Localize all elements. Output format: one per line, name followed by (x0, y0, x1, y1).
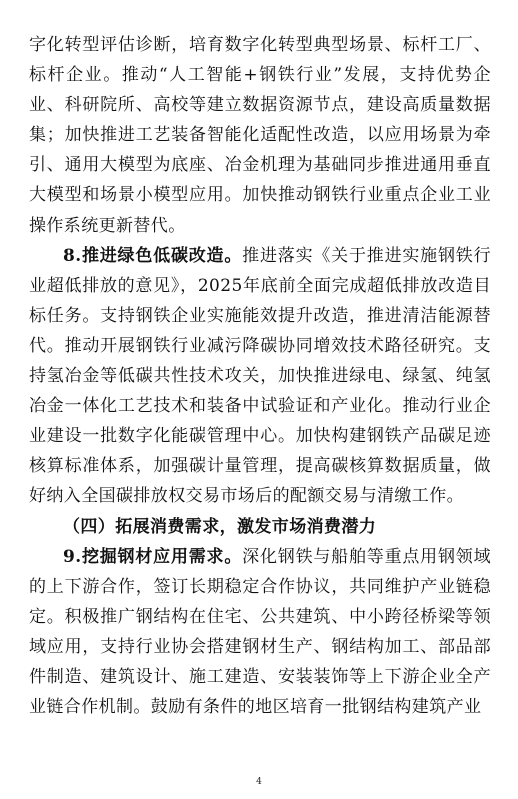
item-8-body: 推进落实《关于推进实施钢铁行业超低排放的意见》，2025年底前全面完成超低排放改造目标任务。支持钢铁企业实施能效提升改造，推进清洁能源替代。推动开展钢铁行业减污降碳协同增效技术路径研究。支持氢冶金等低碳共性技术攻关，加快推进绿电、绿氢、纯氢冶金一体化工艺技术和装备中试验证和产业化。推动行业企业建设一批数字化能碳管理中心。加快构建钢铁产品碳足迹核算标准体系，加强碳计量管理，提高碳核算数据质量，做好纳入全国碳排放权交易市场后的配额交易与清缴工作。 (29, 245, 491, 507)
item-8-title: 8.推进绿色低碳改造。 (63, 245, 243, 266)
item-9-body: 深化钢铁与船舶等重点用钢领域的上下游合作，签订长期稳定合作协议，共同维护产业链稳定。积极推广钢结构在住宅、公共建筑、中小跨径桥梁等领域应用，支持行业协会搭建钢材生产、钢结构加工、部品部件制造、建筑设计、施工建造、安装装饰等上下游企业全产业链合作机制。鼓励有条件的地区培育一批钢结构建筑产业 (29, 546, 491, 718)
document-body (29, 30, 491, 722)
paragraph-green-low-carbon (29, 241, 491, 512)
page-number: 4 (256, 777, 262, 787)
paragraph-steel-demand (29, 542, 491, 723)
item-9-title: 9.挖掘钢材应用需求。 (63, 546, 243, 567)
section-heading-4: （四）拓展消费需求，激发市场消费潜力 (63, 516, 377, 537)
paragraph-digital-transformation: 字化转型评估诊断，培育数字化转型典型场景、标杆工厂、标杆企业。推动“人工智能+钢铁行业”发展，支持优势企业、科研院所、高校等建立数据资源节点，建设高质量数据集；加快推进工艺装备智能化适配性改造，以应用场景为牵引、通用大模型为底座、冶金机理为基础同步推进通用垂直大模型和场景小模型应用。加快推动钢铁行业重点企业工业操作系统更新替代。 (29, 35, 491, 236)
